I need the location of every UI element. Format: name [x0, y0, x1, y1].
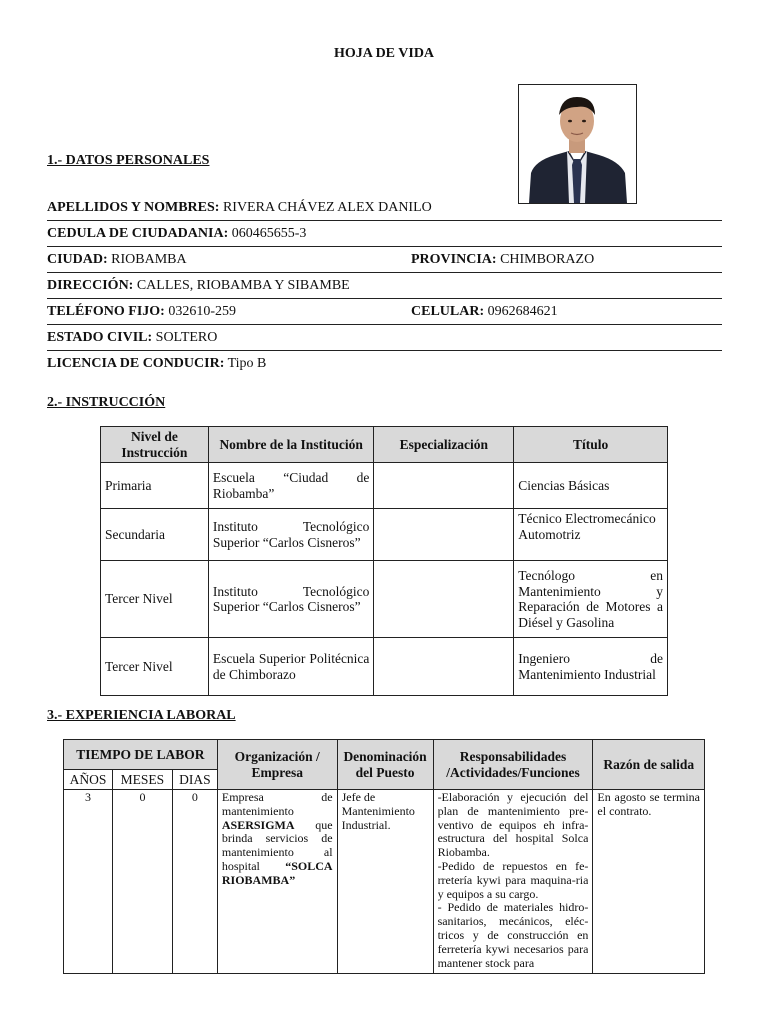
value-province: CHIMBORAZO — [500, 252, 595, 267]
header-institution: Nombre de la Institución — [208, 427, 374, 463]
header-title: Título — [514, 427, 668, 463]
field-address — [47, 278, 722, 299]
cell-specialization — [374, 509, 514, 561]
org-description: que brinda servicios de mantenimiento al hospital — [221, 817, 333, 873]
position-text: Jefe de Mantenimiento Industrial. — [341, 791, 415, 832]
org-company: ASERSIGMA — [221, 817, 295, 832]
cell-group — [411, 304, 558, 320]
cell-institution: Instituto Tecnológico Superior “Carlos Cisneros” — [208, 509, 374, 561]
education-table — [100, 426, 668, 696]
field-phone — [47, 304, 722, 325]
value-address: CALLES, RIOBAMBA Y SIBAMBE — [136, 278, 350, 293]
experience-header-row — [64, 740, 705, 770]
value-id: 060465655-3 — [231, 226, 307, 241]
table-row — [101, 638, 668, 696]
section-education: 2.- INSTRUCCIÓN — [47, 395, 166, 410]
cell-institution: Escuela “Ciudad de Riobamba” — [208, 463, 374, 509]
education-header-row — [101, 427, 668, 463]
header-specialization: Especialización — [374, 427, 514, 463]
cell-level: Tercer Nivel — [101, 638, 209, 696]
cell-title: Ciencias Básicas — [514, 463, 668, 509]
cell-organization — [217, 790, 337, 974]
value-civil-status: SOLTERO — [155, 330, 218, 345]
label-license: LICENCIA DE CONDUCIR: — [47, 356, 225, 371]
experience-table — [63, 739, 705, 974]
responsibilities-text — [438, 791, 589, 972]
header-months: MESES — [112, 770, 172, 790]
header-days: DIAS — [172, 770, 217, 790]
value-names: RIVERA CHÁVEZ ALEX DANILO — [222, 200, 432, 215]
cell-position — [337, 790, 433, 974]
header-organization: Organización / Empresa — [217, 740, 337, 790]
table-row — [101, 463, 668, 509]
label-id: CEDULA DE CIUDADANIA: — [47, 226, 229, 241]
label-names: APELLIDOS Y NOMBRES: — [47, 200, 220, 215]
field-names — [47, 200, 722, 221]
cell-title: Tecnólogo en Mantenimiento y Reparación de Motores a Diésel y Gasolina — [514, 561, 668, 638]
cell-level: Secundaria — [101, 509, 209, 561]
label-civil-status: ESTADO CIVIL: — [47, 330, 153, 345]
header-level: Nivel de Instrucción — [101, 427, 209, 463]
table-row — [101, 509, 668, 561]
value-license: Tipo B — [227, 356, 267, 371]
person-photo-icon — [519, 85, 636, 203]
profile-photo — [518, 84, 637, 204]
header-years: AÑOS — [64, 770, 113, 790]
org-client: “SOLCA RIOBAMBA” — [221, 858, 333, 887]
cell-specialization — [374, 463, 514, 509]
cell-level: Tercer Nivel — [101, 561, 209, 638]
cell-months: 0 — [112, 790, 172, 974]
cell-institution: Escuela Superior Politécnica de Chimborazo — [208, 638, 374, 696]
header-exit-reason: Razón de salida — [593, 740, 705, 790]
organization-text — [222, 791, 333, 972]
label-cell: CELULAR: — [411, 304, 485, 319]
cell-days: 0 — [172, 790, 217, 974]
cell-title: Ingeniero de Mantenimiento Industrial — [514, 638, 668, 696]
field-id — [47, 226, 722, 247]
org-intro: Empresa de mantenimiento — [221, 791, 333, 818]
field-license — [47, 356, 722, 377]
cell-exit-reason — [593, 790, 705, 974]
cell-level: Primaria — [101, 463, 209, 509]
table-row — [101, 561, 668, 638]
cell-title: Técnico Electromecánico Automotriz — [514, 509, 668, 561]
value-city: RIOBAMBA — [111, 252, 187, 267]
cell-specialization — [374, 638, 514, 696]
label-address: DIRECCIÓN: — [47, 278, 134, 293]
exit-reason-text: En agosto se termina el contrato. — [597, 791, 700, 818]
value-phone: 032610-259 — [168, 304, 237, 319]
cell-years: 3 — [64, 790, 113, 974]
document-title: HOJA DE VIDA — [333, 46, 435, 61]
section-experience: 3.- EXPERIENCIA LABORAL — [47, 708, 236, 723]
label-province: PROVINCIA: — [411, 252, 497, 267]
value-cell: 0962684621 — [487, 304, 558, 319]
cell-specialization — [374, 561, 514, 638]
cell-institution: Instituto Tecnológico Superior “Carlos Cisneros” — [208, 561, 374, 638]
section-personal-data: 1.- DATOS PERSONALES — [47, 153, 210, 168]
table-row — [64, 790, 705, 974]
province-group — [411, 252, 594, 268]
label-city: CIUDAD: — [47, 252, 108, 267]
label-phone: TELÉFONO FIJO: — [47, 304, 165, 319]
responsibility-item: -Pedido de repuestos en fe-rretería kywi para maquina-ria y equipos a su cargo. — [437, 858, 589, 901]
field-city — [47, 252, 722, 273]
header-responsibilities: Responsabilidades /Actividades/Funciones — [433, 740, 593, 790]
header-time: TIEMPO DE LABOR — [64, 740, 218, 770]
field-civil-status — [47, 330, 722, 351]
responsibility-item: -Elaboración y ejecución del plan de mantenimiento pre-ventivo de equipos eh infra-estructura del hospital Solca Riobamba. — [437, 791, 589, 860]
cell-responsibilities — [433, 790, 593, 974]
header-position: Denominación del Puesto — [337, 740, 433, 790]
responsibility-item: - Pedido de materiales hidro-sanitarios, mecánicos, eléc-tricos y de construcción en ferretería kywi necesarios para mantener stock para — [437, 900, 589, 970]
